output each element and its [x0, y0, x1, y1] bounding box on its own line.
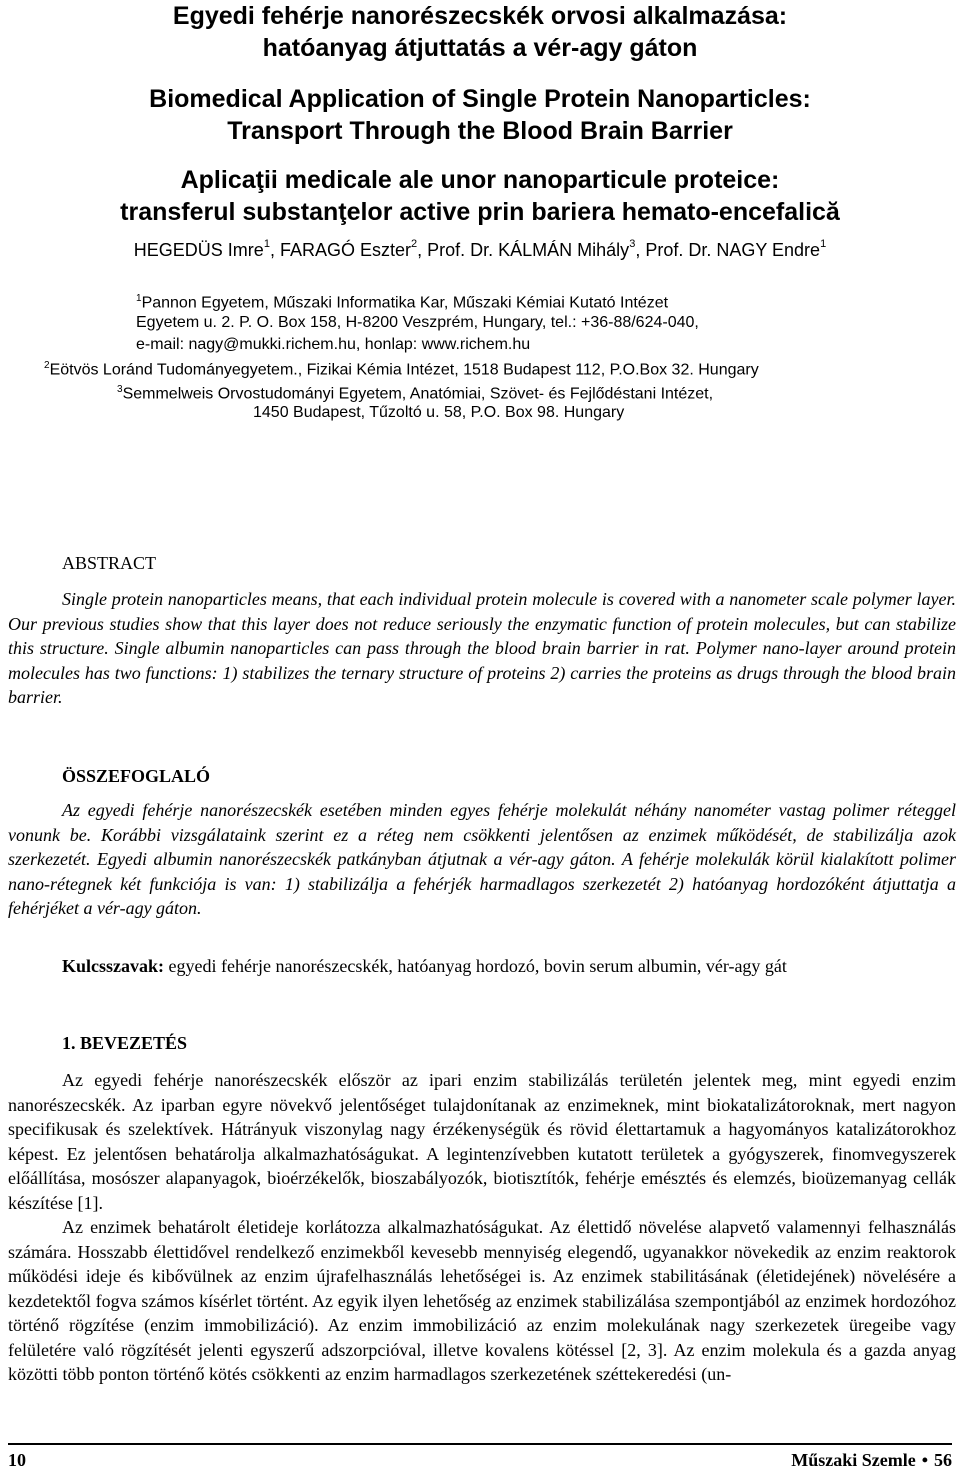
- title-ro-line-2: transferul substanţelor active prin bariera hemato-encefalică: [120, 198, 840, 226]
- author-name: HEGEDÜS Imre: [133, 240, 264, 260]
- title-romanian: [0, 164, 960, 228]
- affiliation-2: $^2$Eötvös Loránd Tudományegyetem., Fizikai Kémia Intézet, 1518 Budapest 112, P.O.Box 32. Hungary: [44, 360, 759, 379]
- keywords-text: egyedi fehérje nanorészecskék, hatóanyag hordozó, bovin serum albumin, vér-agy gát: [164, 956, 787, 976]
- intro-paragraph-2: Az enzimek behatárolt életideje korlátozza alkalmazhatóságukat. Az élettidő növelése alapvető valamennyi felhasználás számára. Hosszabb élettidővel rendelkező enzimekből kevesebb mennyiség elegendő, ugyanakkor növekedik az enzim reaktorok működési ideje és kibővülnek az enzim újrafelhasználás lehetőségei is. Az enzimek stabilitásának (életidejének) növelésére a kezdetektől fogva számos kísérlet történt. Az egyik ilyen lehetőség az enzimek stabilizálása szempontjából az enzimek hordozóhoz történő rögzítése (enzim immobilizáció). Az enzim immobilizáció az enzim molekulának nagy szerkezetek üregeibe vagy felületére való rögzítését jelenti egyszerű adszorpcióval, illetve kovalens kötéssel [2, 3]. Az enzim molekula és a gazda anyag közötti több ponton történő kötés csökkenti az enzim harmadlagos szerkezetének széttekeredési (un-: [8, 1217, 956, 1384]
- author-separator: ,: [635, 240, 646, 260]
- author-separator: ,: [269, 240, 280, 260]
- affiliation-3-line-1: $^3$Semmelweis Orvostudományi Egyetem, Anatómiai, Szövet- és Fejlődéstani Intézet,: [117, 384, 714, 403]
- author-name: FARAGÓ Eszter: [279, 240, 411, 260]
- intro-paragraph-1: Az egyedi fehérje nanorészecskék először az ipari enzim stabilizálás területén jelentek meg, mint egyedi enzim nanorészecskék. Az iparban egyre növekvő jelentőséget tulajdonítanak az enzimeknek, mint biokatalizátoroknak, mert nagyon specifikusak és szelektívek. Hátrányuk viszonylag nagy érzékenységük és rövid élettartamuk a hagyományos katalizátorokhoz képest. Ez jelentősen behatárolja alkalmazhatóságukat. A legintenzívebben kutatott területek a gyógyszerek, finomvegyszerek előállítása, mosószer alapanyagok, bioérzékelők, bioszabályozók, biotisztítók, fehérje emésztés és elemzés, bioüzemanyag cellák készítése [1].: [8, 1070, 956, 1213]
- footer-divider: [8, 1443, 952, 1445]
- author-affiliation-sup: 3: [629, 238, 636, 250]
- osszefoglalo-heading: ÖSSZEFOGLALÓ: [62, 766, 211, 786]
- author-affiliation-sup: 1: [263, 238, 270, 250]
- osszefoglalo-text: Az egyedi fehérje nanorészecskék esetében minden egyes fehérje molekulát néhány nanométer vastag polimer réteggel vonunk be. Korábbi vizsgálataink szerint ez a réteg nem csökkenti jelentősen az enzimek működését, de stabilizálja azok szerkezetét. Egyedi albumin nanorészecskék patkányban átjutnak a vér-agy gáton. A fehérje molekulák körül kialakított polimer nano-rétegnek két funkciója is van: 1) stabilizálja a fehérjék harmadlagos szerkezetét 2) hatóanyag hordozóként átjuttatja a fehérjéket a vér-agy gáton.: [8, 800, 956, 918]
- title-english: [0, 83, 960, 147]
- author-name: Prof. Dr. NAGY Endre: [645, 240, 821, 260]
- title-hu-line-2: hatóanyag átjuttatás a vér-agy gáton: [262, 34, 698, 62]
- affiliation-3-line-2: 1450 Budapest, Tűzoltó u. 58, P.O. Box 98. Hungary: [253, 404, 625, 421]
- section-heading-introduction: 1. BEVEZETÉS: [62, 1033, 188, 1053]
- affiliation-1-line-2: Egyetem u. 2. P. O. Box 158, H-8200 Veszprém, Hungary, tel.: +36-88/624-040,: [136, 314, 699, 331]
- title-en-line-1: Biomedical Application of Single Protein Nanoparticles:: [149, 85, 811, 113]
- affiliation-sup: 2: [44, 360, 50, 371]
- journal-issue: 56: [934, 1450, 952, 1470]
- keywords-label: Kulcsszavak:: [62, 956, 165, 976]
- journal-footer: [791, 1450, 952, 1471]
- affiliation-sup: 1: [136, 293, 142, 304]
- abstract-text: Single protein nanoparticles means, that each individual protein molecule is covered with a nanometer scale polymer layer. Our previous studies show that this layer does not reduce seriously the enzymatic function of protein molecules, but can stabilize this structure. Single albumin nanoparticles can pass through the blood brain barrier in rat. Polymer nano-layer around protein molecules has two functions: 1) stabilizes the ternary structure of proteins 2) carries the proteins as drugs through the blood brain barrier.: [8, 589, 956, 707]
- author-list: [0, 240, 960, 261]
- title-en-line-2: Transport Through the Blood Brain Barrier: [227, 117, 733, 145]
- keywords-line: [62, 954, 952, 979]
- title-ro-line-1: Aplicaţii medicale ale unor nanoparticule proteice:: [180, 166, 780, 194]
- bullet-separator: •: [921, 1450, 928, 1470]
- title-hungarian: [0, 0, 960, 64]
- author-affiliation-sup: 2: [410, 238, 418, 250]
- affiliation-1-line-1: $^1$Pannon Egyetem, Műszaki Informatika Kar, Műszaki Kémiai Kutató Intézet: [136, 293, 669, 312]
- abstract-heading: ABSTRACT: [62, 553, 157, 573]
- page-number: 10: [8, 1450, 26, 1470]
- author-separator: ,: [417, 240, 428, 260]
- journal-name: Műszaki Szemle: [791, 1450, 916, 1470]
- author-affiliation-sup: 1: [820, 238, 827, 250]
- title-hu-line-1: Egyedi fehérje nanorészecskék orvosi alkalmazása:: [172, 2, 788, 30]
- affiliation-1-line-3: e-mail: nagy@mukki.richem.hu, honlap: www.richem.hu: [136, 336, 531, 353]
- affiliation-sup: 3: [117, 384, 123, 395]
- author-name: Prof. Dr. KÁLMÁN Mihály: [427, 240, 630, 260]
